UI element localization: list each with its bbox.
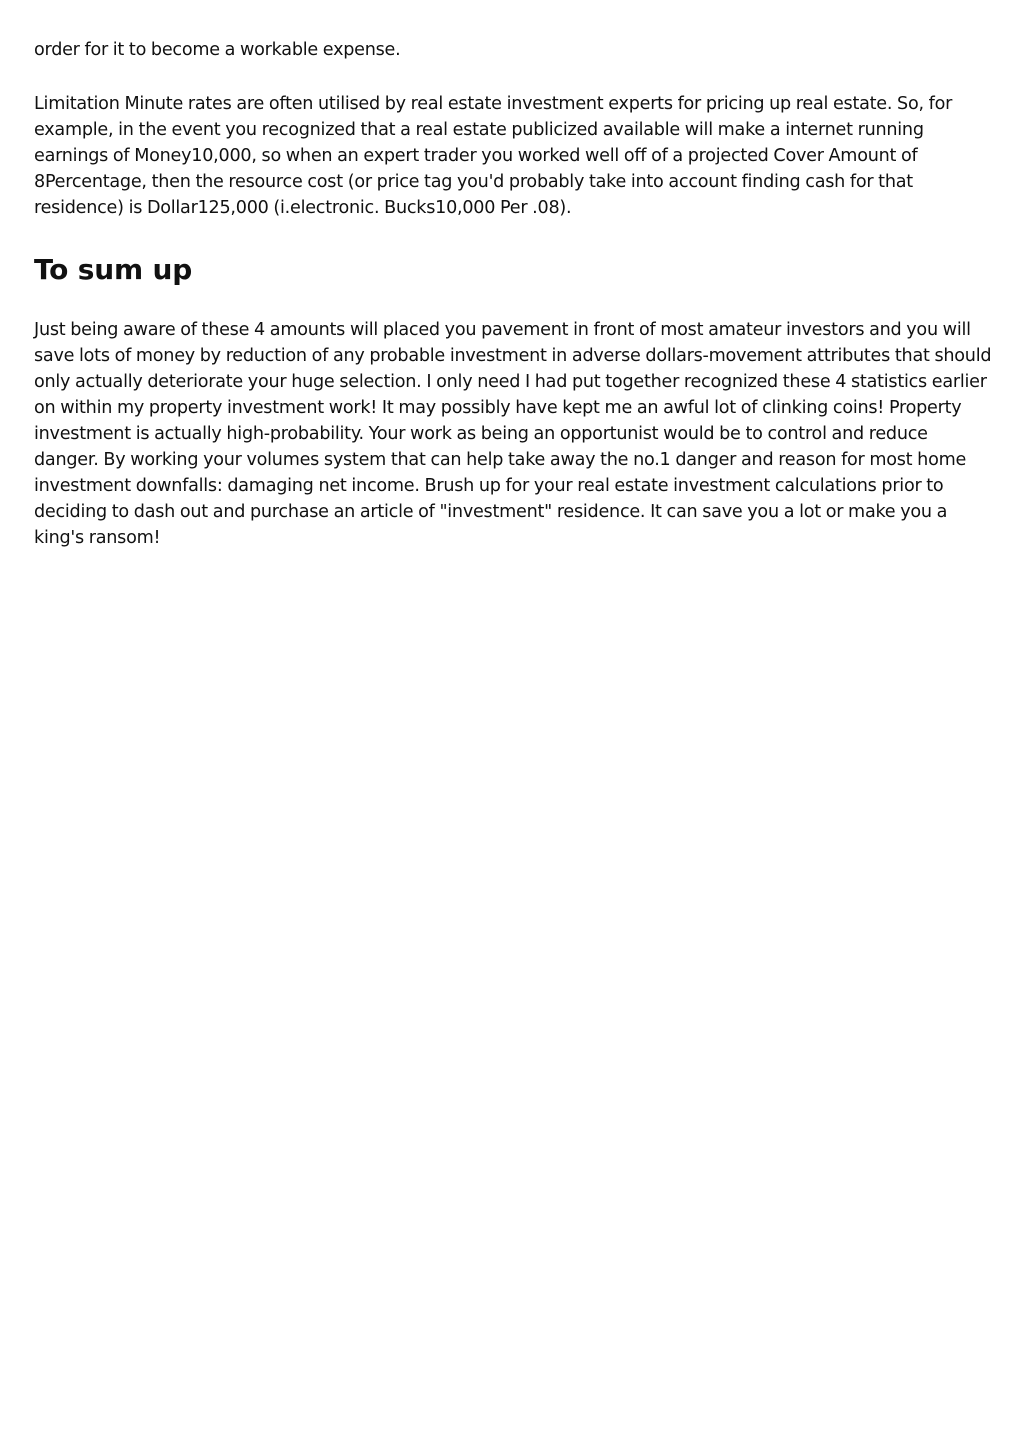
paragraph-continuation: order for it to become a workable expense. xyxy=(34,40,401,60)
section-heading: To sum up xyxy=(34,253,193,286)
paragraph-summary: Just being aware of these 4 amounts will placed you pavement in front of most amateur investors and you will save lots of money by reduction of any probable investment in adverse dollars-movement attributes that should only actually deteriorate your huge selection. I only need I had put together recognized these 4 statistics earlier on within my property investment work! It may possibly have kept me an awful lot of clinking coins! Property investment is actually high-probability. Your work as being an opportunist would be to control and reduce danger. By working your volumes system that can help take away the no.1 danger and reason for most home investment downfalls: damaging net income. Brush up for your real estate investment calculations prior to deciding to dash out and purchase an article of "investment" residence. It can save you a lot or make you a king's ransom! xyxy=(34,320,992,548)
paragraph-cap-rate-example: Limitation Minute rates are often utilised by real estate investment experts for pricing up real estate. So, for example, in the event you recognized that a real estate publicized available will make a internet running earnings of Money10,000, so when an expert trader you worked well off of a projected Cover Amount of 8Percentage, then the resource cost (or price tag you'd probably take into account finding cash for that residence) is Dollar125,000 (i.electronic. Bucks10,000 Per .08). xyxy=(34,94,953,218)
